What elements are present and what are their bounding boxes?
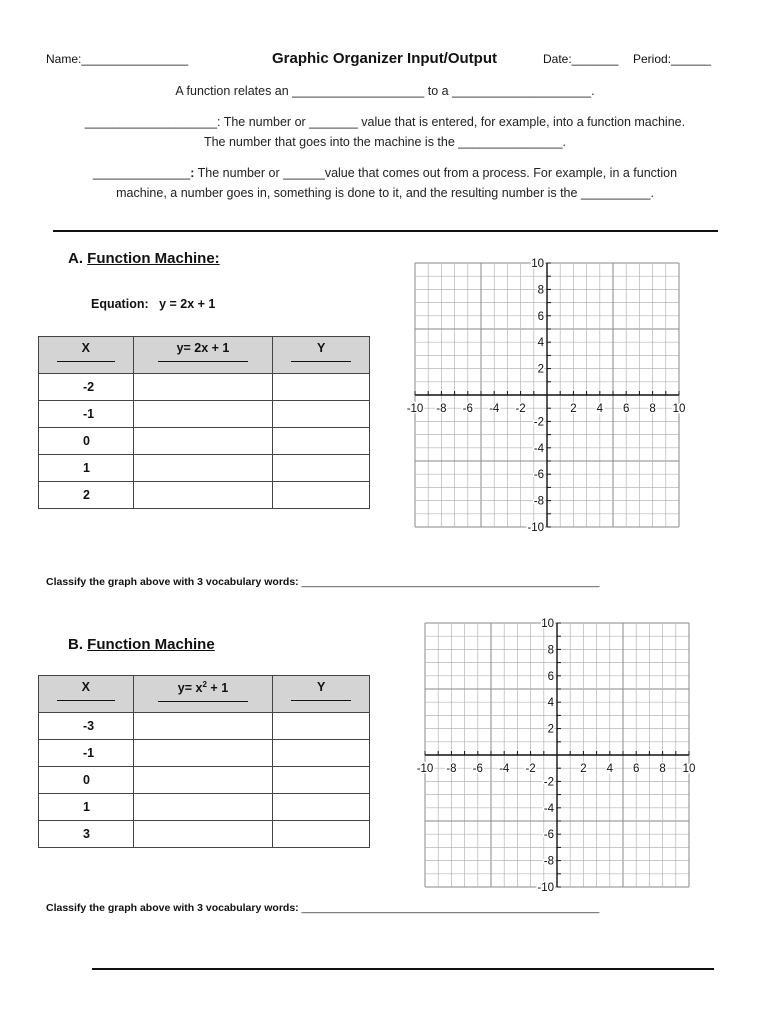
y-tick-label: -8 xyxy=(543,855,554,868)
equation-value: y = 2x + 1 xyxy=(159,297,216,311)
x-cell: -2 xyxy=(39,374,134,401)
x-tick-label: -8 xyxy=(436,403,447,415)
intro-line-4-text: The number or ______value that comes out from a process. For example, in a function xyxy=(194,166,678,180)
y-cell[interactable] xyxy=(273,455,370,482)
coordinate-grid-a[interactable] xyxy=(395,255,687,540)
y-tick-label: 10 xyxy=(541,618,554,630)
y-cell[interactable] xyxy=(273,401,370,428)
x-cell: -3 xyxy=(39,713,134,740)
column-header-rule: y= 2x + 1 xyxy=(133,337,273,374)
y-tick-label: 2 xyxy=(537,363,544,376)
x-tick-label: 4 xyxy=(606,763,614,775)
x-tick-label: 2 xyxy=(570,403,577,415)
rule-cell[interactable] xyxy=(133,794,273,821)
section-b-letter: B. xyxy=(68,636,83,653)
function-table-a xyxy=(38,336,370,509)
y-tick-label: 10 xyxy=(531,258,544,270)
x-cell: -1 xyxy=(39,401,134,428)
rule-cell[interactable] xyxy=(133,455,273,482)
y-cell[interactable] xyxy=(273,740,370,767)
y-tick-label: 2 xyxy=(547,723,554,736)
y-cell[interactable] xyxy=(273,713,370,740)
y-cell[interactable] xyxy=(273,428,370,455)
table-row xyxy=(39,821,370,848)
rule-cell[interactable] xyxy=(133,374,273,401)
y-tick-label: 6 xyxy=(537,310,544,323)
y-tick-label: 8 xyxy=(547,644,554,657)
table-row xyxy=(39,740,370,767)
rule-cell[interactable] xyxy=(133,482,273,509)
x-cell: 0 xyxy=(39,767,134,794)
y-tick-label: -2 xyxy=(543,776,554,789)
rule-cell[interactable] xyxy=(133,428,273,455)
y-tick-label: 8 xyxy=(537,284,544,297)
page-title: Graphic Organizer Input/Output xyxy=(272,50,497,67)
x-tick-label: 8 xyxy=(659,763,666,775)
y-cell[interactable] xyxy=(273,821,370,848)
table-header-row xyxy=(39,676,370,713)
x-tick-label: 8 xyxy=(649,403,656,415)
section-b-heading xyxy=(68,636,215,653)
x-tick-label: -10 xyxy=(406,403,424,415)
x-tick-label: 4 xyxy=(596,403,604,415)
y-cell[interactable] xyxy=(273,374,370,401)
y-tick-label: -4 xyxy=(543,802,554,815)
y-cell[interactable] xyxy=(273,482,370,509)
intro-line-2: ___________________: The number or _______ value that is entered, for example, into a function machine. xyxy=(84,115,686,129)
x-tick-label: -6 xyxy=(472,763,483,775)
coordinate-grid-b[interactable] xyxy=(405,615,697,900)
divider-bottom xyxy=(92,968,714,970)
y-tick-label: -6 xyxy=(543,829,554,842)
rule-cell[interactable] xyxy=(133,401,273,428)
column-header-x: X xyxy=(39,337,134,374)
x-tick-label: -4 xyxy=(489,403,500,415)
intro-line-1: A function relates an ___________________ to a ____________________. xyxy=(175,84,595,98)
table-row xyxy=(39,713,370,740)
x-tick-label: 6 xyxy=(632,763,640,775)
y-tick-label: 4 xyxy=(547,697,554,710)
section-a-heading xyxy=(68,250,220,267)
name-field-label: Name:________________ xyxy=(46,52,189,66)
column-header-y: Y xyxy=(273,676,370,713)
x-cell: 0 xyxy=(39,428,134,455)
y-tick-label: -4 xyxy=(533,442,544,455)
table-row xyxy=(39,401,370,428)
y-tick-label: -10 xyxy=(537,882,554,894)
x-cell: 1 xyxy=(39,455,134,482)
equation-label: Equation: xyxy=(91,297,149,311)
column-header-rule: $y= x^2 + 1$ xyxy=(133,676,273,713)
divider-top xyxy=(53,230,718,232)
y-tick-label: -10 xyxy=(527,522,544,534)
intro-line-4-blank: ______________ xyxy=(92,166,191,180)
section-a-equation xyxy=(91,297,215,311)
table-row xyxy=(39,428,370,455)
section-a-title: Function Machine: xyxy=(87,250,220,267)
y-tick-label: -6 xyxy=(533,469,544,482)
rule-cell[interactable] xyxy=(133,740,273,767)
x-tick-label: 10 xyxy=(682,763,696,775)
classify-prompt-a xyxy=(46,576,599,588)
function-table-b xyxy=(38,675,370,848)
section-a-letter: A. xyxy=(68,250,83,267)
y-tick-label: -8 xyxy=(533,495,544,508)
rule-cell[interactable] xyxy=(133,767,273,794)
x-tick-label: 2 xyxy=(580,763,587,775)
x-tick-label: -2 xyxy=(525,763,536,775)
rule-cell[interactable] xyxy=(133,821,273,848)
classify-prompt-b xyxy=(46,902,599,914)
period-field-label: Period:______ xyxy=(633,52,712,66)
x-tick-label: -4 xyxy=(499,763,510,775)
y-tick-label: 6 xyxy=(547,670,554,683)
intro-line-4 xyxy=(40,163,730,183)
y-cell[interactable] xyxy=(273,794,370,821)
y-tick-label: 4 xyxy=(537,337,544,350)
y-tick-label: -2 xyxy=(533,416,544,429)
x-cell: 2 xyxy=(39,482,134,509)
rule-cell[interactable] xyxy=(133,713,273,740)
table-row xyxy=(39,767,370,794)
intro-line-4-colon: : xyxy=(190,166,195,180)
y-cell[interactable] xyxy=(273,767,370,794)
classify-a-blank[interactable]: ___________________________________________________ xyxy=(301,576,600,588)
column-header-y: Y xyxy=(273,337,370,374)
x-tick-label: 10 xyxy=(672,403,686,415)
x-cell: 3 xyxy=(39,821,134,848)
table-row xyxy=(39,482,370,509)
column-header-x: X xyxy=(39,676,134,713)
date-field-label: Date:_______ xyxy=(543,52,619,66)
table-row xyxy=(39,455,370,482)
x-tick-label: -10 xyxy=(416,763,434,775)
x-tick-label: -8 xyxy=(446,763,457,775)
x-tick-label: -2 xyxy=(515,403,526,415)
x-cell: 1 xyxy=(39,794,134,821)
table-header-row xyxy=(39,337,370,374)
x-cell: -1 xyxy=(39,740,134,767)
x-tick-label: 6 xyxy=(622,403,630,415)
section-b-title: Function Machine xyxy=(87,636,215,653)
intro-line-3: The number that goes into the machine is the _______________. xyxy=(203,135,567,149)
x-tick-label: -6 xyxy=(462,403,473,415)
classify-a-text: Classify the graph above with 3 vocabulary words: xyxy=(46,576,299,588)
table-row xyxy=(39,374,370,401)
table-row xyxy=(39,794,370,821)
classify-b-text: Classify the graph above with 3 vocabulary words: xyxy=(46,902,299,914)
intro-line-5: machine, a number goes in, something is done to it, and the resulting number is the __________. xyxy=(116,186,654,200)
classify-b-blank[interactable]: ___________________________________________________ xyxy=(301,902,600,914)
